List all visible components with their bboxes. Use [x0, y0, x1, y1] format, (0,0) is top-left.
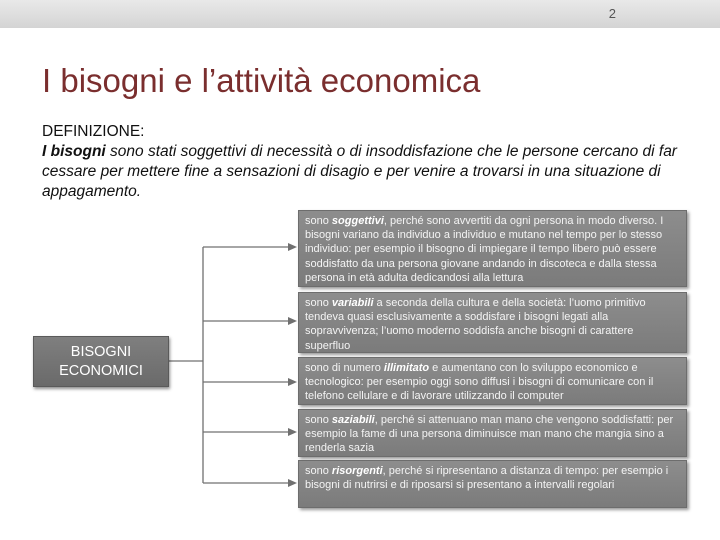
arrowhead — [288, 378, 297, 386]
slide-title: I bisogni e l’attività economica — [42, 62, 481, 99]
definition-label: DEFINIZIONE: — [42, 123, 145, 140]
panel-post: e aumentano con lo sviluppo economico e tecnologico: per esempio oggi sono diffusi i bisogni di comunicare con il telefono cellulare e di lavorare utilizzando il computer — [305, 362, 654, 403]
panel-post: a seconda della cultura e della società: l’uomo primitivo tendeva quasi esclusivamente a soddisfare i bisogni legati alla sopravvivenza; l’uomo moderno soddisfa anche bisogni di carattere superfluo — [305, 297, 646, 352]
panel-risorgenti — [298, 460, 687, 508]
page-number: 2 — [608, 6, 616, 21]
panel-post: , perché si attenuano man mano che vengono soddisfatti: per esempio la fame di una persona diminuisce man mano che mangia sino a renderla sazia — [305, 414, 674, 455]
panel-keyword: risorgenti — [331, 465, 383, 477]
arrowhead — [288, 428, 297, 436]
definition-body: sono stati soggettivi di necessità o di insoddisfazione che le persone cercano di far cessare per mettere fine a sensazioni di disagio e per venire a trovarsi in una situazione di appagamento. — [42, 143, 677, 200]
panel-soggettivi — [298, 210, 687, 287]
panel-saziabili — [298, 409, 687, 457]
panel-keyword: soggettivi — [331, 215, 384, 227]
arrowhead — [288, 317, 297, 325]
panel-pre: sono di numero — [305, 362, 384, 374]
arrowhead — [288, 243, 297, 251]
panel-post: , perché sono avvertiti da ogni persona in modo diverso. I bisogni variano da individuo a individuo e mutano nel tempo per lo stesso individuo: per esempio il bisogno di impiegare il tempo libero può essere soddisfatto da una persona giovane andando in discoteca e dalla stessa persona in età adulta dedicandosi alla lettura — [305, 215, 664, 284]
panel-pre: sono — [305, 465, 332, 477]
panel-post: , perché si ripresentano a distanza di tempo: per esempio i bisogni di nutrirsi e di riposarsi si presentano a intervalli regolari — [305, 465, 669, 492]
panel-keyword: variabili — [331, 297, 374, 309]
panel-keyword: saziabili — [331, 414, 375, 426]
panel-pre: sono — [305, 414, 332, 426]
center-node-bisogni-economici: BISOGNI ECONOMICI — [33, 336, 169, 387]
panel-variabili — [298, 292, 687, 353]
panel-keyword: illimitato — [383, 362, 430, 374]
panel-illimitato — [298, 357, 687, 405]
arrowhead — [288, 479, 297, 487]
definition-term: I bisogni — [42, 143, 106, 160]
panel-pre: sono — [305, 297, 332, 309]
panel-pre: sono — [305, 215, 332, 227]
